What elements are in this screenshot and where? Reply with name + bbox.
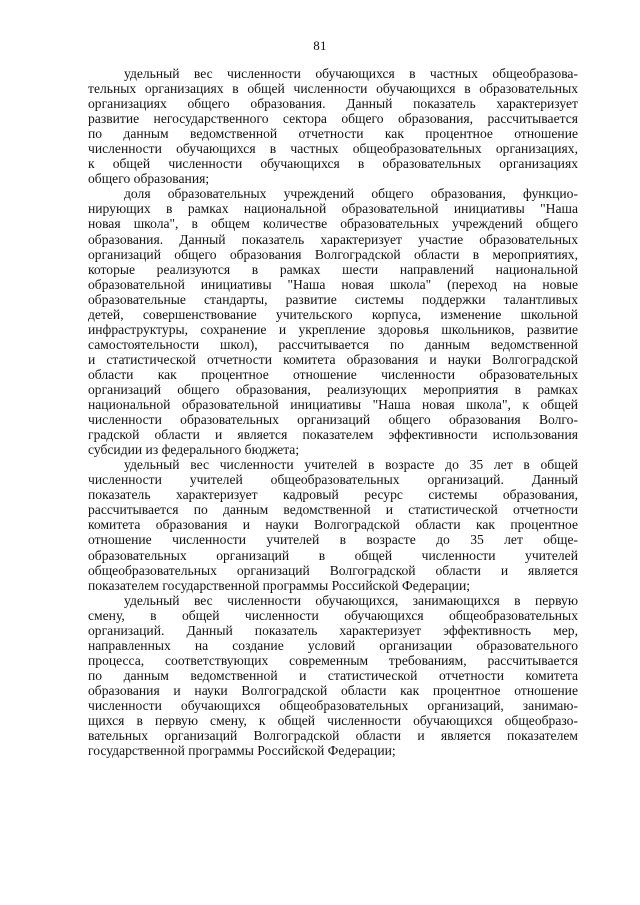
- text-line: организаций общего образования, реализующих мероприятия в рамках: [88, 381, 578, 397]
- text-line: численности образовательных организаций общего образования Волго-: [88, 412, 578, 428]
- text-line: развитие негосударственного сектора общего образования, рассчитывается: [88, 111, 578, 127]
- text-line: тельных организациях в общей численности обучающихся в образовательных: [88, 81, 578, 97]
- text-line: численности учителей общеобразовательных организаций. Данный: [88, 472, 578, 488]
- text-line: численности обучающихся общеобразовательных организаций, занимаю-: [88, 697, 578, 713]
- text-line: государственной программы Российской Федерации;: [88, 743, 396, 759]
- text-line: образовательной инициативы "Наша новая школа" (переход на новые: [88, 276, 578, 292]
- text-line: показатель характеризует кадровый ресурс системы образования,: [88, 487, 578, 503]
- text-line: доля образовательных учреждений общего образования, функцио-: [124, 186, 578, 202]
- text-line: которые реализуются в рамках шести направлений национальной: [88, 261, 578, 277]
- text-line: удельный вес численности учителей в возрасте до 35 лет в общей: [124, 457, 578, 473]
- text-line: по данным ведомственной отчетности как процентное отношение: [88, 126, 578, 142]
- text-line: направленных на создание условий организации образовательного: [88, 637, 578, 653]
- text-line: численности обучающихся в частных общеобразовательных организациях,: [88, 141, 578, 157]
- text-line: рассчитывается по данным ведомственной и статистической отчетности: [88, 502, 578, 518]
- text-line: общего образования;: [88, 171, 210, 187]
- text-line: детей, совершенствование учительского корпуса, изменение школьной: [88, 306, 578, 322]
- page-number: 81: [313, 38, 327, 53]
- text-line: организаций. Данный показатель характеризует эффективность мер,: [88, 622, 578, 638]
- text-line: по данным ведомственной и статистической отчетности комитета: [88, 667, 578, 683]
- text-line: отношение численности учителей в возрасте до 35 лет обще-: [88, 532, 578, 548]
- text-line: смену, в общей численности обучающихся общеобразовательных: [88, 607, 578, 623]
- text-line: к общей численности обучающихся в образовательных организациях: [88, 156, 578, 172]
- text-line: организаций общего образования Волгоградской области в мероприятиях,: [88, 246, 578, 262]
- text-line: образовательные стандарты, развитие системы поддержки талантливых: [88, 291, 578, 307]
- text-line: удельный вес численности обучающихся, занимающихся в первую: [124, 592, 578, 608]
- text-line: процесса, соответствующих современным требованиям, рассчитывается: [88, 652, 578, 668]
- text-line: образования. Данный показатель характеризует участие образовательных: [88, 231, 578, 247]
- text-line: градской области и является показателем эффективности использования: [88, 427, 578, 443]
- text-line: нирующих в рамках национальной образовательной инициативы "Наша: [88, 201, 578, 217]
- text-line: удельный вес численности обучающихся в частных общеобразова-: [124, 66, 578, 81]
- text-line: комитета образования и науки Волгоградской области как процентное: [88, 517, 578, 533]
- paragraph: [88, 457, 578, 592]
- text-line: образовательных организаций в общей численности учителей: [88, 547, 578, 563]
- text-line: организациях общего образования. Данный показатель характеризует: [88, 96, 578, 112]
- paragraph: [88, 593, 578, 759]
- text-line: инфраструктуры, сохранение и укрепление здоровья школьников, развитие: [88, 321, 578, 337]
- paragraph: [88, 186, 578, 457]
- text-line: показателем государственной программы Российской Федерации;: [88, 577, 471, 593]
- text-line: щихся в первую смену, к общей численности обучающихся общеобразо-: [88, 713, 578, 729]
- text-line: общеобразовательных организаций Волгоградской области и является: [88, 562, 578, 578]
- paragraph: [88, 66, 578, 186]
- text-line: самостоятельности школ), рассчитывается по данным ведомственной: [88, 336, 578, 352]
- text-line: области как процентное отношение численности образовательных: [88, 366, 578, 382]
- text-line: субсидии из федерального бюджета;: [88, 442, 300, 458]
- text-line: национальной образовательной инициативы "Наша новая школа", к общей: [88, 397, 578, 413]
- text-line: образования и науки Волгоградской области как процентное отношение: [88, 682, 578, 698]
- text-line: вательных организаций Волгоградской области и является показателем: [88, 728, 578, 744]
- document-body: [88, 66, 578, 758]
- text-line: и статистической отчетности комитета образования и науки Волгоградской: [88, 351, 578, 367]
- text-line: новая школа", в общем количестве образовательных учреждений общего: [88, 216, 578, 232]
